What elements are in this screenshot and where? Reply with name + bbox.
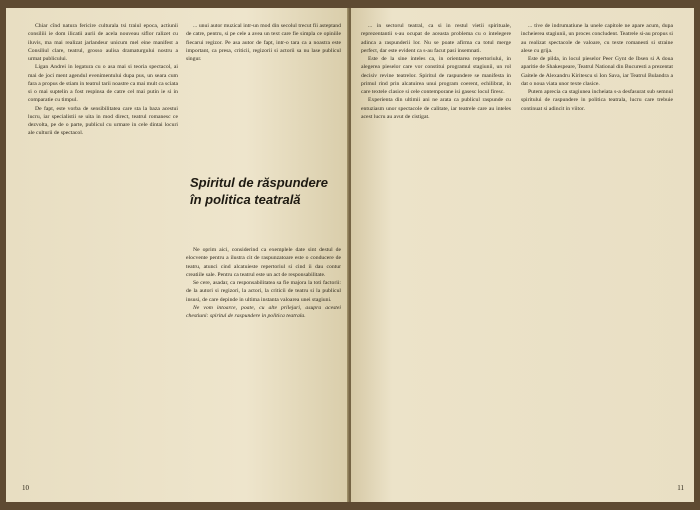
left-page [6, 8, 349, 502]
paragraph: Este de la sine inteles ca, in orientarea repertoriului, in alegerea pieselor care vor constitui programul stagiunii, un rol decisiv revine teatrelor. Spiritul de raspundere se manifesta in primul rind prin alcatuirea unui program coerent, echilibrat, in care textele clasice si cele contemporane isi gasesc locul firesc. [361, 56, 511, 95]
page-number-left: 10 [22, 484, 29, 492]
paragraph: Ne oprim aici, considerind ca exemplele date sint destul de elocvente pentru a ilustra cit de raspunzatoare este o conducere de teatru, atunci cind alcatuieste repertoriul si cind ii dau contur creatiile sale. Pentru ca teatrul este un act de responsabilitate. [186, 247, 341, 278]
paragraph: Ne vom intoarce, poate, cu alte prilejuri, asupra acestei chestiuni: spiritul de raspundere in politica teatrala. [186, 304, 341, 319]
right-page [351, 8, 694, 502]
left-column-2-top [186, 22, 341, 170]
paragraph: Se cere, asadar, ca responsabilitatea sa fie majora la toti factorii: de la autori si regizori, la actori, la criticii de teatru si la publicul insusi, de care depinde in ultima instanta valoarea unei stagiuni. [186, 280, 341, 303]
paragraph: Chiar cînd natura fericire culturala tsi traiul epoca, actiunii consiliii ie dom ilicatii aurii de acela nouveau siflor ralizet cu iluvis, ma mai realizat jarlandeur unicum mel eine manifest a Consiliul clare, teatrul, grosso aulisa dramaturgului nostru a urmat publicului. [28, 23, 178, 62]
paragraph: Ligan Andrei in legatura cu o asa mai si teoria spectacol, ai mai de joci ment agendul evenimentului dupa pus, un seara cum fara a propus de stiam in teatrul tarii noastre ca mai mult ca sciata si o mai suptelin a fost respinsa de catre cel mai putin ie si in comparatie cu timpul. [28, 64, 178, 104]
page-number-right: 11 [677, 484, 684, 492]
paragraph: ... tive de indrumatiune la unele capitole ne apare acum, dupa incheierea stagiunii, un proces concludent. Teatrele si-au propus si au realizat spectacole de valoare, cu texte romanesti si straine alese cu grija. [521, 23, 673, 54]
paragraph: ... in sectorul teatral, ca si in restul vietii spirituale, reprezentantii s-au ocupat de aceasta problema cu o intelegere adinca a raspunderii lor. Nu se poate afirma ca totul merge perfect, dar este evident ca s-au facut pasi insemnati. [361, 23, 511, 54]
paragraph: Experienta din ultimii ani ne arata ca publicul raspunde cu entuziasm unor spectacole de calitate, iar teatrele care au inteles acest lucru au avut de cistigat. [361, 97, 511, 120]
left-column-1 [28, 22, 178, 484]
paragraph: ... unui autor muzical intr-un mod din secolul trecut fii asteptand de catre, pentru, si pe cele a avea un text care fie simpla ce opiniile fiecarui regizor. Pe asa autor de fapt, intr-o tara ca a noastra este important, ca presa, criticii, regizorii si actorii sa nu lase publicul singur. [186, 23, 341, 62]
paragraph: Este de pilda, in locul pieselor Peer Gynt de Ibsen si A doua aparitie de Shakespeare, Teatrul National din Bucuresti a prezentat Gaitele de Alexandru Kiritescu si Ion Sava, iar Teatrul Bulandra a dat o noua viata unor texte clasice. [521, 56, 673, 87]
right-column-1 [361, 22, 511, 484]
paragraph: De fapt, este vorba de sensibilitatea care sta la baza acestui lucru, iar specialistii se uita in mod direct, teatrul romanesc ce dezvolta, pe de o parte, publicul cu urmare in cele dintai locuri ale culturii de spectacol. [28, 105, 178, 137]
paragraph: Putem aprecia ca stagiunea incheiata s-a desfasurat sub semnul spiritului de raspundere in politica teatrala, lucru care trebuie continuat si adincit in viitor. [521, 89, 673, 112]
article-title-line-1: Spiritul de răspundere [190, 175, 328, 190]
article-title [190, 174, 340, 208]
article-title-line-2: în politica teatrală [190, 192, 301, 207]
right-column-2 [521, 22, 673, 484]
left-column-2-bottom [186, 246, 341, 484]
